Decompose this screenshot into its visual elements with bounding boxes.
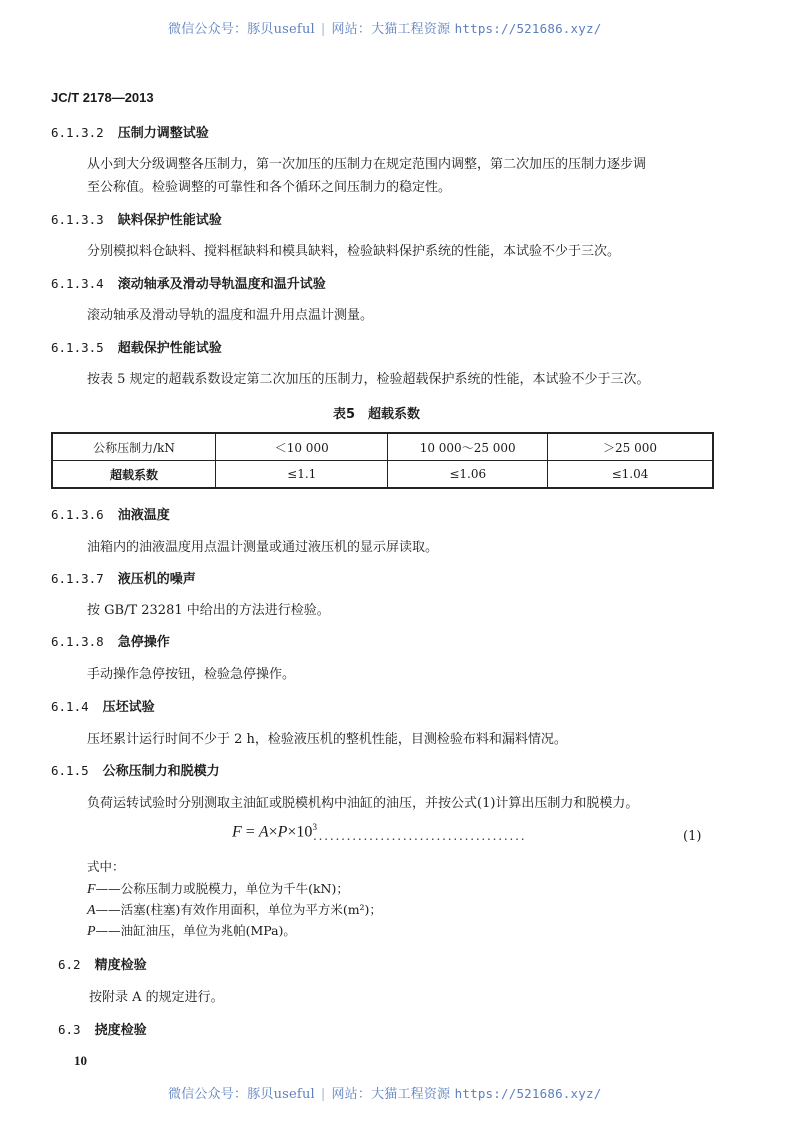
paragraph: 油箱内的油液温度用点温计测量或通过液压机的显示屏读取。 (87, 540, 439, 555)
section-number: 6.1.5 (51, 763, 89, 778)
formula-exponent: 3 (312, 822, 317, 832)
paragraph: 分别模拟料仓缺料、搅料框缺料和模具缺料，检验缺料保护系统的性能，本试验不少于三次。 (87, 244, 621, 259)
variable-definition (87, 900, 382, 919)
section-title: 滚动轴承及滑动导轨温度和温升试验 (117, 277, 326, 292)
watermark-bottom (168, 1083, 601, 1102)
paragraph: 压坯累计运行时间不少于 2 h，检验液压机的整机性能，目测检验布料和漏料情况。 (87, 732, 567, 747)
section-number: 6.1.3.4 (51, 276, 104, 291)
section-number: 6.1.3.5 (51, 340, 104, 355)
section-title: 超载保护性能试验 (117, 341, 222, 356)
variable-dash: —— (95, 902, 121, 917)
section-heading (51, 631, 170, 650)
variable-definition (87, 921, 296, 940)
overload-coefficient-table (51, 432, 714, 489)
paragraph: 按 GB/T 23281 中给出的方法进行检验。 (87, 603, 330, 618)
watermark-separator: | (320, 1087, 326, 1102)
table-title: 表5 超载系数 (333, 407, 421, 422)
section-title: 公称压制力和脱模力 (102, 764, 220, 779)
formula-times: × (268, 823, 278, 841)
standard-code: JC/T 2178—2013 (51, 90, 154, 105)
paragraph: 至公称值。检验调整的可靠性和各个循环之间压制力的稳定性。 (87, 180, 452, 195)
section-title: 压制力调整试验 (117, 126, 209, 141)
section-title: 精度检验 (94, 958, 147, 973)
section-title: 油液温度 (117, 508, 170, 523)
watermark-url[interactable]: https://521686.xyz/ (454, 21, 602, 36)
section-title: 液压机的噪声 (117, 572, 196, 587)
section-number: 6.1.3.8 (51, 634, 104, 649)
section-title: 缺料保护性能试验 (117, 213, 222, 228)
watermark-top (168, 18, 601, 37)
table-cell: ≤1.04 (547, 461, 713, 489)
paragraph: 按附录 A 的规定进行。 (89, 990, 224, 1005)
variable-symbol: A (87, 903, 96, 918)
variable-dash: —— (95, 881, 121, 896)
table-row (52, 461, 713, 489)
section-heading (51, 504, 170, 523)
formula-var-a: A (258, 823, 269, 841)
section-heading (51, 209, 222, 228)
section-heading (51, 760, 220, 779)
variable-description: 活塞(柱塞)有效作用面积，单位为平方米(m²)； (120, 902, 382, 917)
formula-var-p: P (277, 823, 288, 841)
section-heading (51, 337, 222, 356)
formula-equals: = (241, 823, 259, 841)
variable-definition (87, 879, 349, 898)
table-cell: ＜10 000 (216, 433, 388, 461)
section-number: 6.1.3.6 (51, 507, 104, 522)
equation-number: (1) (683, 829, 702, 844)
table-cell: ＞25 000 (547, 433, 713, 461)
paragraph: 滚动轴承及滑动导轨的温度和温升用点温计测量。 (87, 308, 374, 323)
paragraph: 负荷运转试验时分别测取主油缸或脱模机构中油缸的油压，并按公式(1)计算出压制力和脱模力。 (87, 796, 639, 811)
section-number: 6.1.3.7 (51, 571, 104, 586)
table-cell: 10 000～25 000 (388, 433, 548, 461)
section-title: 挠度检验 (94, 1023, 147, 1038)
section-title: 压坯试验 (102, 700, 155, 715)
paragraph: 从小到大分级调整各压制力，第一次加压的压制力在规定范围内调整，第二次加压的压制力逐步调 (87, 157, 647, 172)
variable-dash: —— (95, 923, 121, 938)
table-cell: 超载系数 (52, 461, 216, 489)
section-number: 6.1.3.3 (51, 212, 104, 227)
section-number: 6.1.3.2 (51, 125, 104, 140)
variable-description: 油缸油压，单位为兆帕(MPa)。 (120, 923, 296, 938)
section-title: 急停操作 (117, 635, 170, 650)
watermark-site: 网站：大猫工程资源 (331, 1087, 451, 1102)
section-heading (51, 568, 196, 587)
watermark-wechat: 微信公众号：豚贝useful (168, 22, 315, 37)
section-heading (51, 122, 209, 141)
section-heading (51, 696, 155, 715)
paragraph: 按表 5 规定的超载系数设定第二次加压的压制力，检验超载保护系统的性能，本试验不少于三次。 (87, 372, 650, 387)
variable-symbol: P (87, 924, 96, 939)
section-number: 6.3 (58, 1022, 81, 1037)
formula-power-base: ×10 (287, 823, 313, 841)
watermark-separator: | (320, 22, 326, 37)
formula (232, 822, 317, 841)
section-number: 6.2 (58, 957, 81, 972)
variable-description: 公称压制力或脱模力，单位为千牛(kN)； (120, 881, 349, 896)
paragraph: 手动操作急停按钮，检验急停操作。 (87, 667, 296, 682)
watermark-url[interactable]: https://521686.xyz/ (454, 1086, 602, 1101)
variable-symbol: F (87, 882, 96, 897)
formula-var-f: F (232, 823, 242, 841)
table-cell: ≤1.06 (388, 461, 548, 489)
section-heading (58, 954, 147, 973)
watermark-wechat: 微信公众号：豚贝useful (168, 1087, 315, 1102)
table-cell: ≤1.1 (216, 461, 388, 489)
formula-leader-dots: ...................................... (313, 829, 527, 843)
section-number: 6.1.4 (51, 699, 89, 714)
section-heading (51, 273, 326, 292)
where-label: 式中： (87, 859, 125, 874)
watermark-site: 网站：大猫工程资源 (331, 22, 451, 37)
table-row (52, 433, 713, 461)
table-cell: 公称压制力/kN (52, 433, 216, 461)
section-heading (58, 1019, 147, 1038)
page-number: 10 (74, 1053, 87, 1068)
